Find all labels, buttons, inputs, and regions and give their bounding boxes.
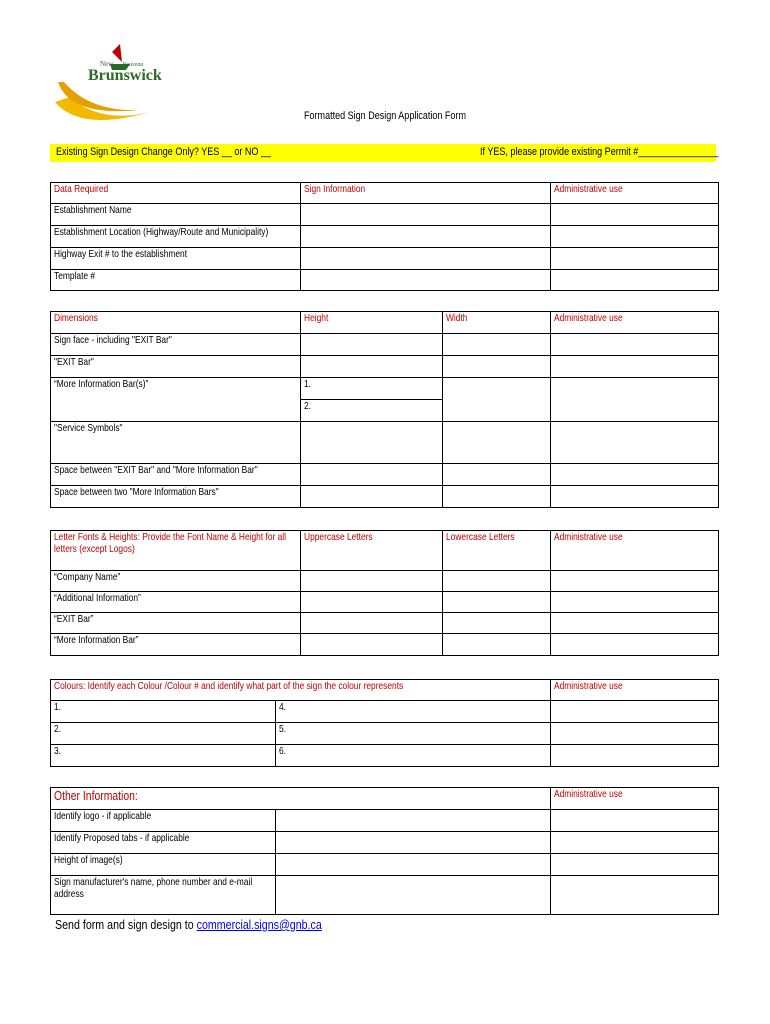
input-cell[interactable] bbox=[276, 832, 551, 854]
header-uppercase: Uppercase Letters bbox=[304, 531, 373, 543]
input-cell[interactable]: 2. bbox=[301, 400, 443, 422]
email-link[interactable]: commercial.signs@gnb.ca bbox=[196, 917, 322, 932]
admin-cell bbox=[551, 334, 719, 356]
header-admin-use: Administrative use bbox=[554, 312, 623, 324]
colour-cell[interactable]: 4. bbox=[276, 701, 551, 723]
data-required-table bbox=[50, 182, 719, 291]
change-banner bbox=[50, 144, 719, 162]
row-label: Sign manufacturer's name, phone number and e-mail address bbox=[54, 876, 253, 900]
header-admin-use: Administrative use bbox=[554, 531, 623, 543]
colour-cell[interactable]: 2. bbox=[51, 723, 276, 745]
admin-cell bbox=[551, 832, 719, 854]
row-label: Space between two "More Information Bars" bbox=[54, 486, 219, 498]
row-label: Highway Exit # to the establishment bbox=[54, 248, 188, 260]
other-information-table bbox=[50, 787, 719, 915]
header-data-required: Data Required bbox=[54, 183, 109, 195]
admin-cell bbox=[551, 701, 719, 723]
input-cell[interactable] bbox=[443, 613, 551, 634]
header-lowercase: Lowercase Letters bbox=[446, 531, 515, 543]
row-label: "Service Symbols" bbox=[54, 422, 123, 434]
input-cell[interactable] bbox=[301, 226, 551, 248]
footer-instructions bbox=[55, 917, 322, 932]
row-label: “Additional Information” bbox=[54, 592, 141, 604]
admin-cell bbox=[551, 592, 719, 613]
row-label: Establishment Name bbox=[54, 204, 132, 216]
colour-cell[interactable]: 5. bbox=[276, 723, 551, 745]
input-cell[interactable] bbox=[276, 810, 551, 832]
admin-cell bbox=[551, 464, 719, 486]
admin-cell bbox=[551, 634, 719, 656]
admin-cell bbox=[551, 613, 719, 634]
admin-cell bbox=[551, 270, 719, 291]
input-cell[interactable] bbox=[443, 356, 551, 378]
input-cell[interactable] bbox=[443, 571, 551, 592]
admin-cell bbox=[551, 226, 719, 248]
input-cell[interactable] bbox=[443, 486, 551, 508]
input-cell[interactable] bbox=[301, 422, 443, 464]
row-label: Height of image(s) bbox=[54, 854, 123, 866]
admin-cell bbox=[551, 422, 719, 464]
row-label: “More Information Bar” bbox=[54, 634, 139, 646]
row-label: “More Information Bar(s)” bbox=[54, 378, 149, 390]
header-admin-use: Administrative use bbox=[554, 788, 623, 800]
footer-text: Send form and sign design to bbox=[55, 917, 197, 932]
input-cell[interactable] bbox=[443, 422, 551, 464]
svg-text:Brunswick: Brunswick bbox=[88, 67, 162, 84]
input-cell[interactable] bbox=[276, 876, 551, 915]
admin-cell bbox=[551, 571, 719, 592]
admin-cell bbox=[551, 810, 719, 832]
input-cell[interactable] bbox=[301, 571, 443, 592]
row-label: “EXIT Bar” bbox=[54, 613, 94, 625]
input-cell[interactable] bbox=[301, 634, 443, 656]
row-label: "EXIT Bar" bbox=[54, 356, 94, 368]
svg-text:Nouveau: Nouveau bbox=[122, 62, 144, 68]
dimensions-table bbox=[50, 311, 719, 508]
input-cell[interactable] bbox=[301, 270, 551, 291]
admin-cell bbox=[551, 854, 719, 876]
input-cell[interactable] bbox=[301, 248, 551, 270]
header-dimensions: Dimensions bbox=[54, 312, 98, 324]
letter-fonts-table bbox=[50, 530, 719, 656]
permit-question: If YES, please provide existing Permit #________________ bbox=[480, 146, 719, 158]
header-width: Width bbox=[446, 312, 468, 324]
change-question: Existing Sign Design Change Only? YES __ or NO __ bbox=[56, 146, 271, 158]
header-sign-information: Sign Information bbox=[304, 183, 366, 195]
colour-cell[interactable]: 1. bbox=[51, 701, 276, 723]
input-cell[interactable] bbox=[301, 486, 443, 508]
header-admin-use: Administrative use bbox=[554, 183, 623, 195]
admin-cell bbox=[551, 204, 719, 226]
input-cell[interactable] bbox=[301, 356, 443, 378]
row-label: Template # bbox=[54, 270, 96, 282]
colours-table bbox=[50, 679, 719, 767]
row-label: “Company Name” bbox=[54, 571, 121, 583]
input-cell[interactable] bbox=[443, 634, 551, 656]
admin-cell bbox=[551, 876, 719, 915]
input-cell[interactable] bbox=[301, 464, 443, 486]
admin-cell bbox=[551, 356, 719, 378]
row-label: Space between "EXIT Bar" and "More Information Bar" bbox=[54, 464, 258, 476]
input-cell[interactable] bbox=[301, 204, 551, 226]
admin-cell bbox=[551, 723, 719, 745]
svg-text:New: New bbox=[100, 60, 114, 68]
admin-cell bbox=[551, 248, 719, 270]
header-colours: Colours: Identify each Colour /Colour # and identify what part of the sign the colour represents bbox=[54, 680, 404, 692]
row-label: Identify logo - if applicable bbox=[54, 810, 152, 822]
admin-cell bbox=[551, 486, 719, 508]
row-label: Establishment Location (Highway/Route and Municipality) bbox=[54, 226, 269, 238]
input-cell[interactable] bbox=[301, 334, 443, 356]
header-admin-use: Administrative use bbox=[554, 680, 623, 692]
input-cell[interactable] bbox=[301, 613, 443, 634]
row-label: Identify Proposed tabs - if applicable bbox=[54, 832, 190, 844]
input-cell[interactable] bbox=[443, 464, 551, 486]
header-other-information: Other Information: bbox=[54, 788, 138, 803]
colour-cell[interactable]: 3. bbox=[51, 745, 276, 767]
input-cell[interactable] bbox=[301, 592, 443, 613]
input-cell[interactable] bbox=[443, 334, 551, 356]
header-height: Height bbox=[304, 312, 329, 324]
colour-cell[interactable]: 6. bbox=[276, 745, 551, 767]
input-cell[interactable] bbox=[443, 378, 551, 422]
header-letter-fonts: Letter Fonts & Heights: Provide the Font Name & Height for all letters (except Logos) bbox=[54, 531, 287, 555]
admin-cell bbox=[551, 378, 719, 422]
input-cell[interactable] bbox=[443, 592, 551, 613]
form-title: Formatted Sign Design Application Form bbox=[304, 110, 466, 122]
admin-cell bbox=[551, 745, 719, 767]
input-cell[interactable] bbox=[276, 854, 551, 876]
input-cell[interactable]: 1. bbox=[301, 378, 443, 400]
row-label: Sign face - including "EXIT Bar" bbox=[54, 334, 172, 346]
